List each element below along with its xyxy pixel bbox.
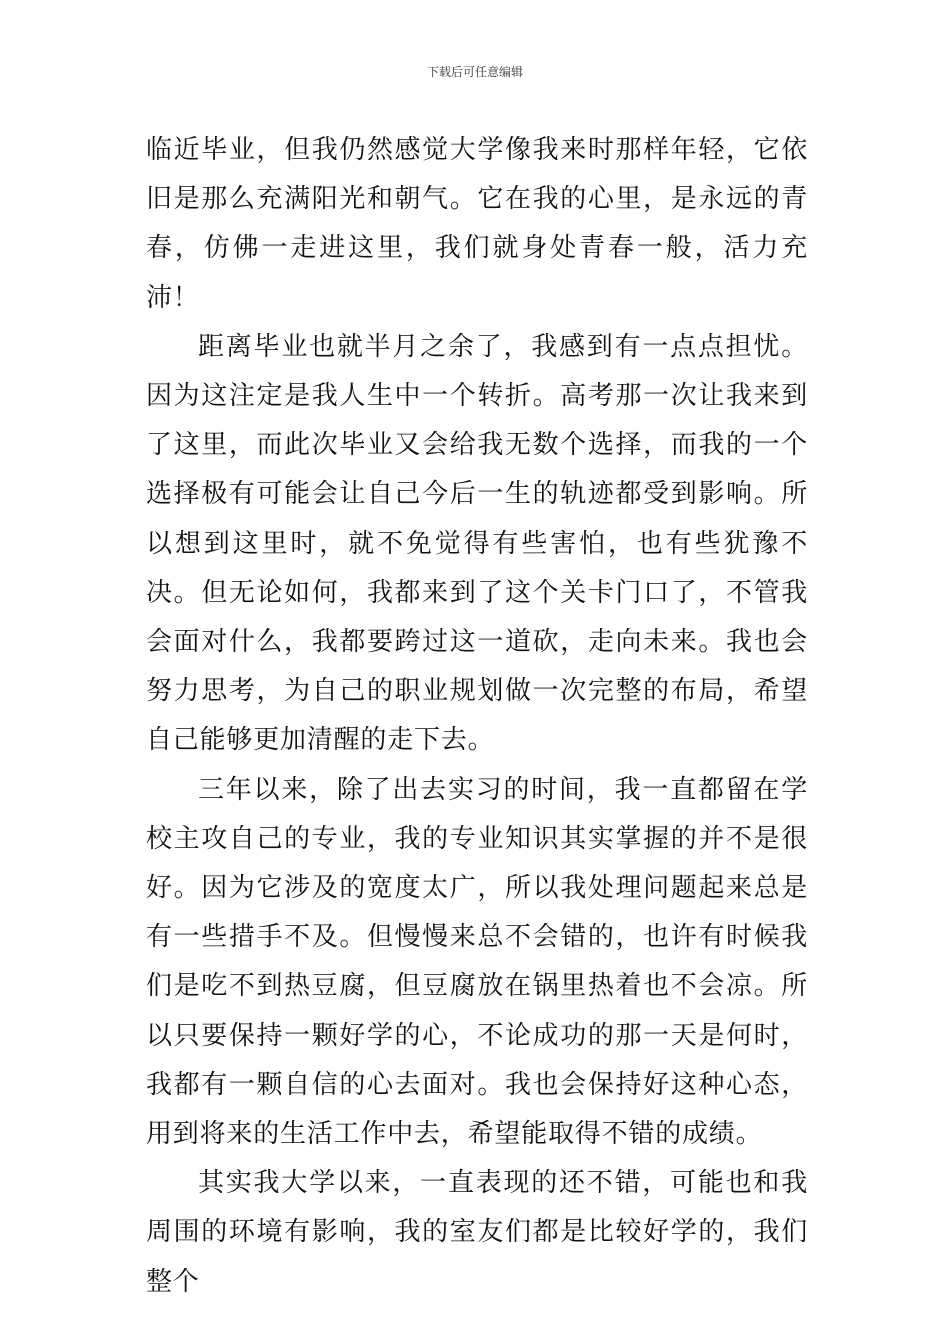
paragraph-2: 距离毕业也就半月之余了，我感到有一点点担忧。因为这注定是我人生中一个转折。高考那一次让我来到了这里，而此次毕业又会给我无数个选择，而我的一个选择极有可能会让自己今后一生的轨迹都受到影响。所以想到这里时，就不免觉得有些害怕，也有些犹豫不决。但无论如何，我都来到了这个关卡门口了，不管我会面对什么，我都要跨过这一道砍，走向未来。我也会努力思考，为自己的职业规划做一次完整的布局，希望自己能够更加清醒的走下去。: [146, 331, 808, 756]
document-body: [146, 126, 808, 1307]
paragraph-4: 其实我大学以来，一直表现的还不错，可能也和我周围的环境有影响，我的室友们都是比较好学的，我们整个: [146, 1168, 808, 1297]
paragraph-3: 三年以来，除了出去实习的时间，我一直都留在学校主攻自己的专业，我的专业知识其实掌握的并不是很好。因为它涉及的宽度太广，所以我处理问题起来总是有一些措手不及。但慢慢来总不会错的，也许有时候我们是吃不到热豆腐，但豆腐放在锅里热着也不会凉。所以只要保持一颗好学的心，不论成功的那一天是何时，我都有一颗自信的心去面对。我也会保持好这种心态，用到将来的生活工作中去，希望能取得不错的成绩。: [146, 774, 808, 1150]
paragraph-1: 临近毕业，但我仍然感觉大学像我来时那样年轻，它依旧是那么充满阳光和朝气。它在我的心里，是永远的青春，仿佛一走进这里，我们就身处青春一般，活力充沛！: [146, 135, 808, 313]
page-header: 下载后可任意编辑: [426, 65, 523, 79]
